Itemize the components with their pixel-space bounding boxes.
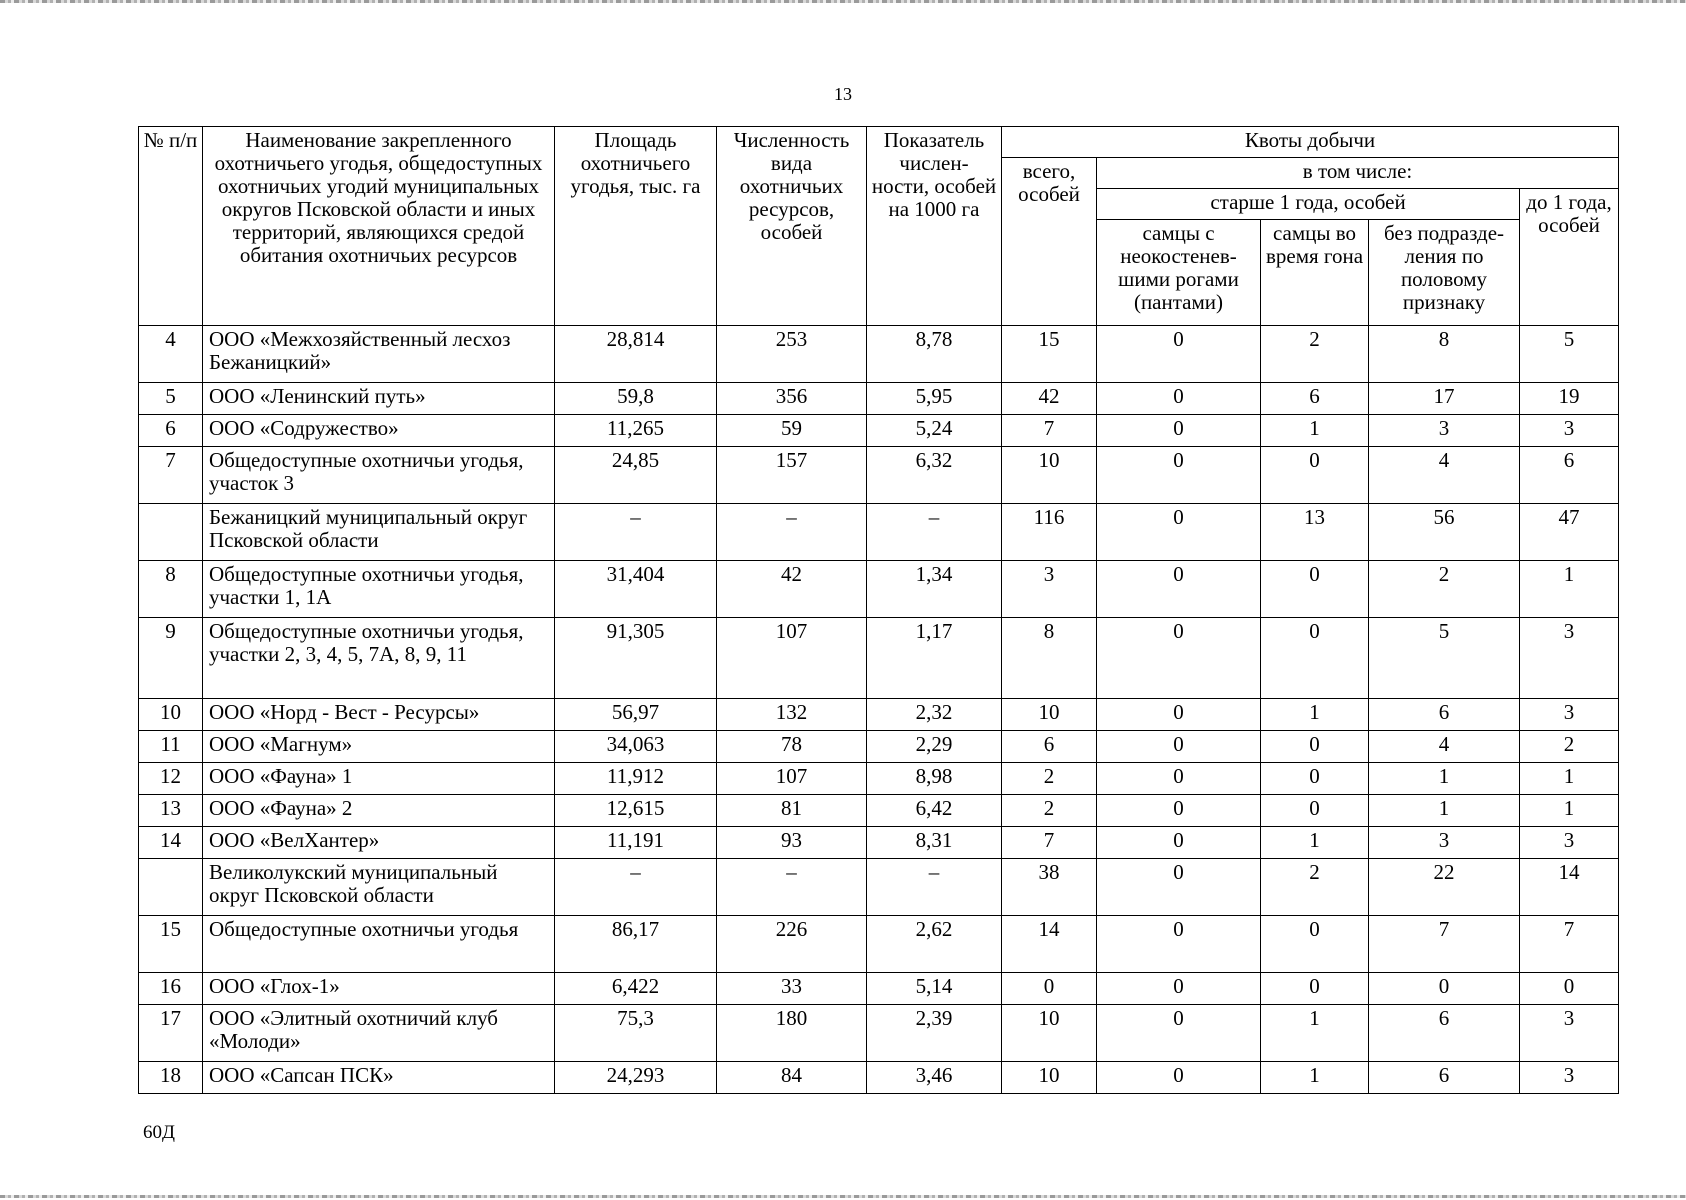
row-area: 34,063 bbox=[555, 731, 717, 763]
row-males-antlers: 0 bbox=[1097, 1005, 1261, 1062]
row-name: Бежаницкий муниципальный округ Псковской области bbox=[203, 504, 555, 561]
row-count: 107 bbox=[717, 618, 867, 699]
row-area: 24,293 bbox=[555, 1062, 717, 1094]
row-name: Общедоступные охотничьи угодья bbox=[203, 916, 555, 973]
row-number: 17 bbox=[139, 1005, 203, 1062]
row-total: 10 bbox=[1002, 1062, 1097, 1094]
row-number: 14 bbox=[139, 827, 203, 859]
row-males-antlers: 0 bbox=[1097, 916, 1261, 973]
row-count: 59 bbox=[717, 415, 867, 447]
row-no-sex: 56 bbox=[1369, 504, 1520, 561]
row-name: ООО «Норд - Вест - Ресурсы» bbox=[203, 699, 555, 731]
row-total: 10 bbox=[1002, 1005, 1097, 1062]
table-row bbox=[139, 447, 1619, 504]
row-young: 3 bbox=[1520, 827, 1619, 859]
row-number: 11 bbox=[139, 731, 203, 763]
row-name: ООО «Фауна» 2 bbox=[203, 795, 555, 827]
table-row bbox=[139, 415, 1619, 447]
table-row bbox=[139, 973, 1619, 1005]
table-header bbox=[139, 127, 1619, 326]
table-row bbox=[139, 1062, 1619, 1094]
row-males-rut: 6 bbox=[1261, 383, 1369, 415]
row-density: 5,95 bbox=[867, 383, 1002, 415]
row-total: 10 bbox=[1002, 447, 1097, 504]
row-males-rut: 1 bbox=[1261, 1062, 1369, 1094]
row-number: 15 bbox=[139, 916, 203, 973]
row-area: 28,814 bbox=[555, 326, 717, 383]
row-count: 180 bbox=[717, 1005, 867, 1062]
row-name: Общедоступные охотничьи угодья, участок 3 bbox=[203, 447, 555, 504]
row-no-sex: 6 bbox=[1369, 699, 1520, 731]
row-total: 2 bbox=[1002, 763, 1097, 795]
row-young: 0 bbox=[1520, 973, 1619, 1005]
table-row bbox=[139, 1005, 1619, 1062]
table-row bbox=[139, 561, 1619, 618]
row-total: 15 bbox=[1002, 326, 1097, 383]
row-count: – bbox=[717, 859, 867, 916]
row-number: 8 bbox=[139, 561, 203, 618]
row-no-sex: 17 bbox=[1369, 383, 1520, 415]
row-name: ООО «Магнум» bbox=[203, 731, 555, 763]
row-area: 11,912 bbox=[555, 763, 717, 795]
row-number bbox=[139, 504, 203, 561]
row-area: – bbox=[555, 504, 717, 561]
row-count: 157 bbox=[717, 447, 867, 504]
row-count: 42 bbox=[717, 561, 867, 618]
header-count: Численность вида охотничьих ресурсов, особей bbox=[717, 127, 867, 326]
row-males-antlers: 0 bbox=[1097, 1062, 1261, 1094]
document-code: 60Д bbox=[143, 1122, 175, 1143]
row-total: 14 bbox=[1002, 916, 1097, 973]
header-males-antlers: самцы с неокостенев-шими рогами (пантами) bbox=[1097, 220, 1261, 326]
row-males-antlers: 0 bbox=[1097, 383, 1261, 415]
row-males-rut: 0 bbox=[1261, 561, 1369, 618]
row-no-sex: 2 bbox=[1369, 561, 1520, 618]
row-young: 1 bbox=[1520, 795, 1619, 827]
header-no-sex: без подразде-ления по половому признаку bbox=[1369, 220, 1520, 326]
row-young: 47 bbox=[1520, 504, 1619, 561]
row-area: – bbox=[555, 859, 717, 916]
row-density: 8,98 bbox=[867, 763, 1002, 795]
row-density: 1,34 bbox=[867, 561, 1002, 618]
table-body bbox=[139, 326, 1619, 1094]
row-count: 81 bbox=[717, 795, 867, 827]
header-total: всего, особей bbox=[1002, 158, 1097, 326]
row-males-antlers: 0 bbox=[1097, 504, 1261, 561]
row-no-sex: 1 bbox=[1369, 795, 1520, 827]
row-males-rut: 0 bbox=[1261, 763, 1369, 795]
quota-table bbox=[138, 126, 1619, 1094]
row-number: 9 bbox=[139, 618, 203, 699]
row-area: 31,404 bbox=[555, 561, 717, 618]
row-no-sex: 5 bbox=[1369, 618, 1520, 699]
row-area: 86,17 bbox=[555, 916, 717, 973]
row-males-antlers: 0 bbox=[1097, 859, 1261, 916]
row-males-antlers: 0 bbox=[1097, 561, 1261, 618]
row-number: 10 bbox=[139, 699, 203, 731]
table-row bbox=[139, 827, 1619, 859]
row-young: 5 bbox=[1520, 326, 1619, 383]
row-young: 3 bbox=[1520, 1005, 1619, 1062]
row-young: 6 bbox=[1520, 447, 1619, 504]
row-number: 6 bbox=[139, 415, 203, 447]
row-young: 3 bbox=[1520, 618, 1619, 699]
row-total: 0 bbox=[1002, 973, 1097, 1005]
row-count: 93 bbox=[717, 827, 867, 859]
row-count: 226 bbox=[717, 916, 867, 973]
row-young: 1 bbox=[1520, 561, 1619, 618]
row-males-rut: 2 bbox=[1261, 859, 1369, 916]
header-num: № п/п bbox=[139, 127, 203, 326]
row-total: 6 bbox=[1002, 731, 1097, 763]
row-males-rut: 13 bbox=[1261, 504, 1369, 561]
row-total: 2 bbox=[1002, 795, 1097, 827]
row-name: Общедоступные охотничьи угодья, участки 2, 3, 4, 5, 7А, 8, 9, 11 bbox=[203, 618, 555, 699]
row-area: 59,8 bbox=[555, 383, 717, 415]
row-count: – bbox=[717, 504, 867, 561]
row-total: 3 bbox=[1002, 561, 1097, 618]
header-name: Наименование закрепленного охотничьего угодья, общедоступных охотничьих угодий муниципальных округов Псковской области и иных территорий, являющихся средой обитания охотничьих ресурсов bbox=[203, 127, 555, 326]
row-males-rut: 0 bbox=[1261, 973, 1369, 1005]
row-young: 1 bbox=[1520, 763, 1619, 795]
row-males-rut: 1 bbox=[1261, 827, 1369, 859]
row-density: 2,32 bbox=[867, 699, 1002, 731]
page-number: 13 bbox=[834, 84, 852, 104]
row-no-sex: 4 bbox=[1369, 447, 1520, 504]
row-number: 5 bbox=[139, 383, 203, 415]
row-total: 8 bbox=[1002, 618, 1097, 699]
table-row bbox=[139, 916, 1619, 973]
row-name: ООО «Сапсан ПСК» bbox=[203, 1062, 555, 1094]
row-males-antlers: 0 bbox=[1097, 326, 1261, 383]
header-males-rut: самцы во время гона bbox=[1261, 220, 1369, 326]
row-young: 2 bbox=[1520, 731, 1619, 763]
row-young: 3 bbox=[1520, 415, 1619, 447]
row-number: 16 bbox=[139, 973, 203, 1005]
row-total: 116 bbox=[1002, 504, 1097, 561]
table-row bbox=[139, 731, 1619, 763]
row-no-sex: 3 bbox=[1369, 827, 1520, 859]
header-density: Показатель числен-ности, особей на 1000 га bbox=[867, 127, 1002, 326]
row-density: – bbox=[867, 859, 1002, 916]
row-density: 8,31 bbox=[867, 827, 1002, 859]
row-males-antlers: 0 bbox=[1097, 415, 1261, 447]
scan-edge-top bbox=[0, 0, 1686, 3]
row-males-antlers: 0 bbox=[1097, 973, 1261, 1005]
row-density: 6,32 bbox=[867, 447, 1002, 504]
row-males-rut: 0 bbox=[1261, 916, 1369, 973]
scan-edge-bottom bbox=[0, 1195, 1686, 1198]
row-name: Общедоступные охотничьи угодья, участки 1, 1А bbox=[203, 561, 555, 618]
table-row bbox=[139, 859, 1619, 916]
row-density: 3,46 bbox=[867, 1062, 1002, 1094]
row-young: 14 bbox=[1520, 859, 1619, 916]
row-number bbox=[139, 859, 203, 916]
row-males-antlers: 0 bbox=[1097, 731, 1261, 763]
header-older: старше 1 года, особей bbox=[1097, 189, 1520, 220]
row-area: 56,97 bbox=[555, 699, 717, 731]
row-name: ООО «Фауна» 1 bbox=[203, 763, 555, 795]
row-no-sex: 6 bbox=[1369, 1005, 1520, 1062]
row-name: ООО «Ленинский путь» bbox=[203, 383, 555, 415]
row-males-antlers: 0 bbox=[1097, 795, 1261, 827]
row-name: ООО «ВелХантер» bbox=[203, 827, 555, 859]
row-young: 7 bbox=[1520, 916, 1619, 973]
row-males-rut: 1 bbox=[1261, 415, 1369, 447]
row-density: 5,24 bbox=[867, 415, 1002, 447]
row-density: 6,42 bbox=[867, 795, 1002, 827]
row-males-rut: 1 bbox=[1261, 1005, 1369, 1062]
row-density: – bbox=[867, 504, 1002, 561]
row-count: 356 bbox=[717, 383, 867, 415]
row-no-sex: 1 bbox=[1369, 763, 1520, 795]
row-count: 253 bbox=[717, 326, 867, 383]
table-row bbox=[139, 618, 1619, 699]
row-area: 11,191 bbox=[555, 827, 717, 859]
row-no-sex: 4 bbox=[1369, 731, 1520, 763]
row-count: 78 bbox=[717, 731, 867, 763]
header-including: в том числе: bbox=[1097, 158, 1619, 189]
row-males-antlers: 0 bbox=[1097, 827, 1261, 859]
row-area: 24,85 bbox=[555, 447, 717, 504]
row-males-rut: 0 bbox=[1261, 795, 1369, 827]
row-number: 12 bbox=[139, 763, 203, 795]
row-males-antlers: 0 bbox=[1097, 618, 1261, 699]
row-no-sex: 22 bbox=[1369, 859, 1520, 916]
row-area: 91,305 bbox=[555, 618, 717, 699]
row-area: 12,615 bbox=[555, 795, 717, 827]
row-males-rut: 1 bbox=[1261, 699, 1369, 731]
row-no-sex: 6 bbox=[1369, 1062, 1520, 1094]
row-males-rut: 0 bbox=[1261, 731, 1369, 763]
row-total: 42 bbox=[1002, 383, 1097, 415]
row-total: 38 bbox=[1002, 859, 1097, 916]
row-number: 13 bbox=[139, 795, 203, 827]
row-count: 132 bbox=[717, 699, 867, 731]
table-row bbox=[139, 504, 1619, 561]
row-area: 11,265 bbox=[555, 415, 717, 447]
row-count: 84 bbox=[717, 1062, 867, 1094]
row-males-rut: 2 bbox=[1261, 326, 1369, 383]
row-area: 6,422 bbox=[555, 973, 717, 1005]
row-name: Великолукский муниципальный округ Псковской области bbox=[203, 859, 555, 916]
row-total: 10 bbox=[1002, 699, 1097, 731]
header-area: Площадь охотничьего угодья, тыс. га bbox=[555, 127, 717, 326]
table-row bbox=[139, 383, 1619, 415]
header-young: до 1 года, особей bbox=[1520, 189, 1619, 326]
row-total: 7 bbox=[1002, 415, 1097, 447]
row-males-rut: 0 bbox=[1261, 447, 1369, 504]
row-no-sex: 7 bbox=[1369, 916, 1520, 973]
row-young: 19 bbox=[1520, 383, 1619, 415]
row-density: 2,62 bbox=[867, 916, 1002, 973]
row-males-antlers: 0 bbox=[1097, 699, 1261, 731]
table-row bbox=[139, 699, 1619, 731]
row-males-rut: 0 bbox=[1261, 618, 1369, 699]
table-row bbox=[139, 326, 1619, 383]
row-no-sex: 8 bbox=[1369, 326, 1520, 383]
row-males-antlers: 0 bbox=[1097, 447, 1261, 504]
row-number: 4 bbox=[139, 326, 203, 383]
row-name: ООО «Глох-1» bbox=[203, 973, 555, 1005]
row-density: 8,78 bbox=[867, 326, 1002, 383]
row-young: 3 bbox=[1520, 1062, 1619, 1094]
header-quota: Квоты добычи bbox=[1002, 127, 1619, 158]
row-area: 75,3 bbox=[555, 1005, 717, 1062]
row-males-antlers: 0 bbox=[1097, 763, 1261, 795]
row-name: ООО «Элитный охотничий клуб «Молоди» bbox=[203, 1005, 555, 1062]
row-density: 2,39 bbox=[867, 1005, 1002, 1062]
row-density: 2,29 bbox=[867, 731, 1002, 763]
row-young: 3 bbox=[1520, 699, 1619, 731]
row-number: 18 bbox=[139, 1062, 203, 1094]
row-density: 5,14 bbox=[867, 973, 1002, 1005]
row-density: 1,17 bbox=[867, 618, 1002, 699]
row-no-sex: 0 bbox=[1369, 973, 1520, 1005]
row-no-sex: 3 bbox=[1369, 415, 1520, 447]
row-count: 33 bbox=[717, 973, 867, 1005]
row-name: ООО «Межхозяйственный лесхоз Бежаницкий» bbox=[203, 326, 555, 383]
table-row bbox=[139, 763, 1619, 795]
row-name: ООО «Содружество» bbox=[203, 415, 555, 447]
table-row bbox=[139, 795, 1619, 827]
row-number: 7 bbox=[139, 447, 203, 504]
row-count: 107 bbox=[717, 763, 867, 795]
row-total: 7 bbox=[1002, 827, 1097, 859]
